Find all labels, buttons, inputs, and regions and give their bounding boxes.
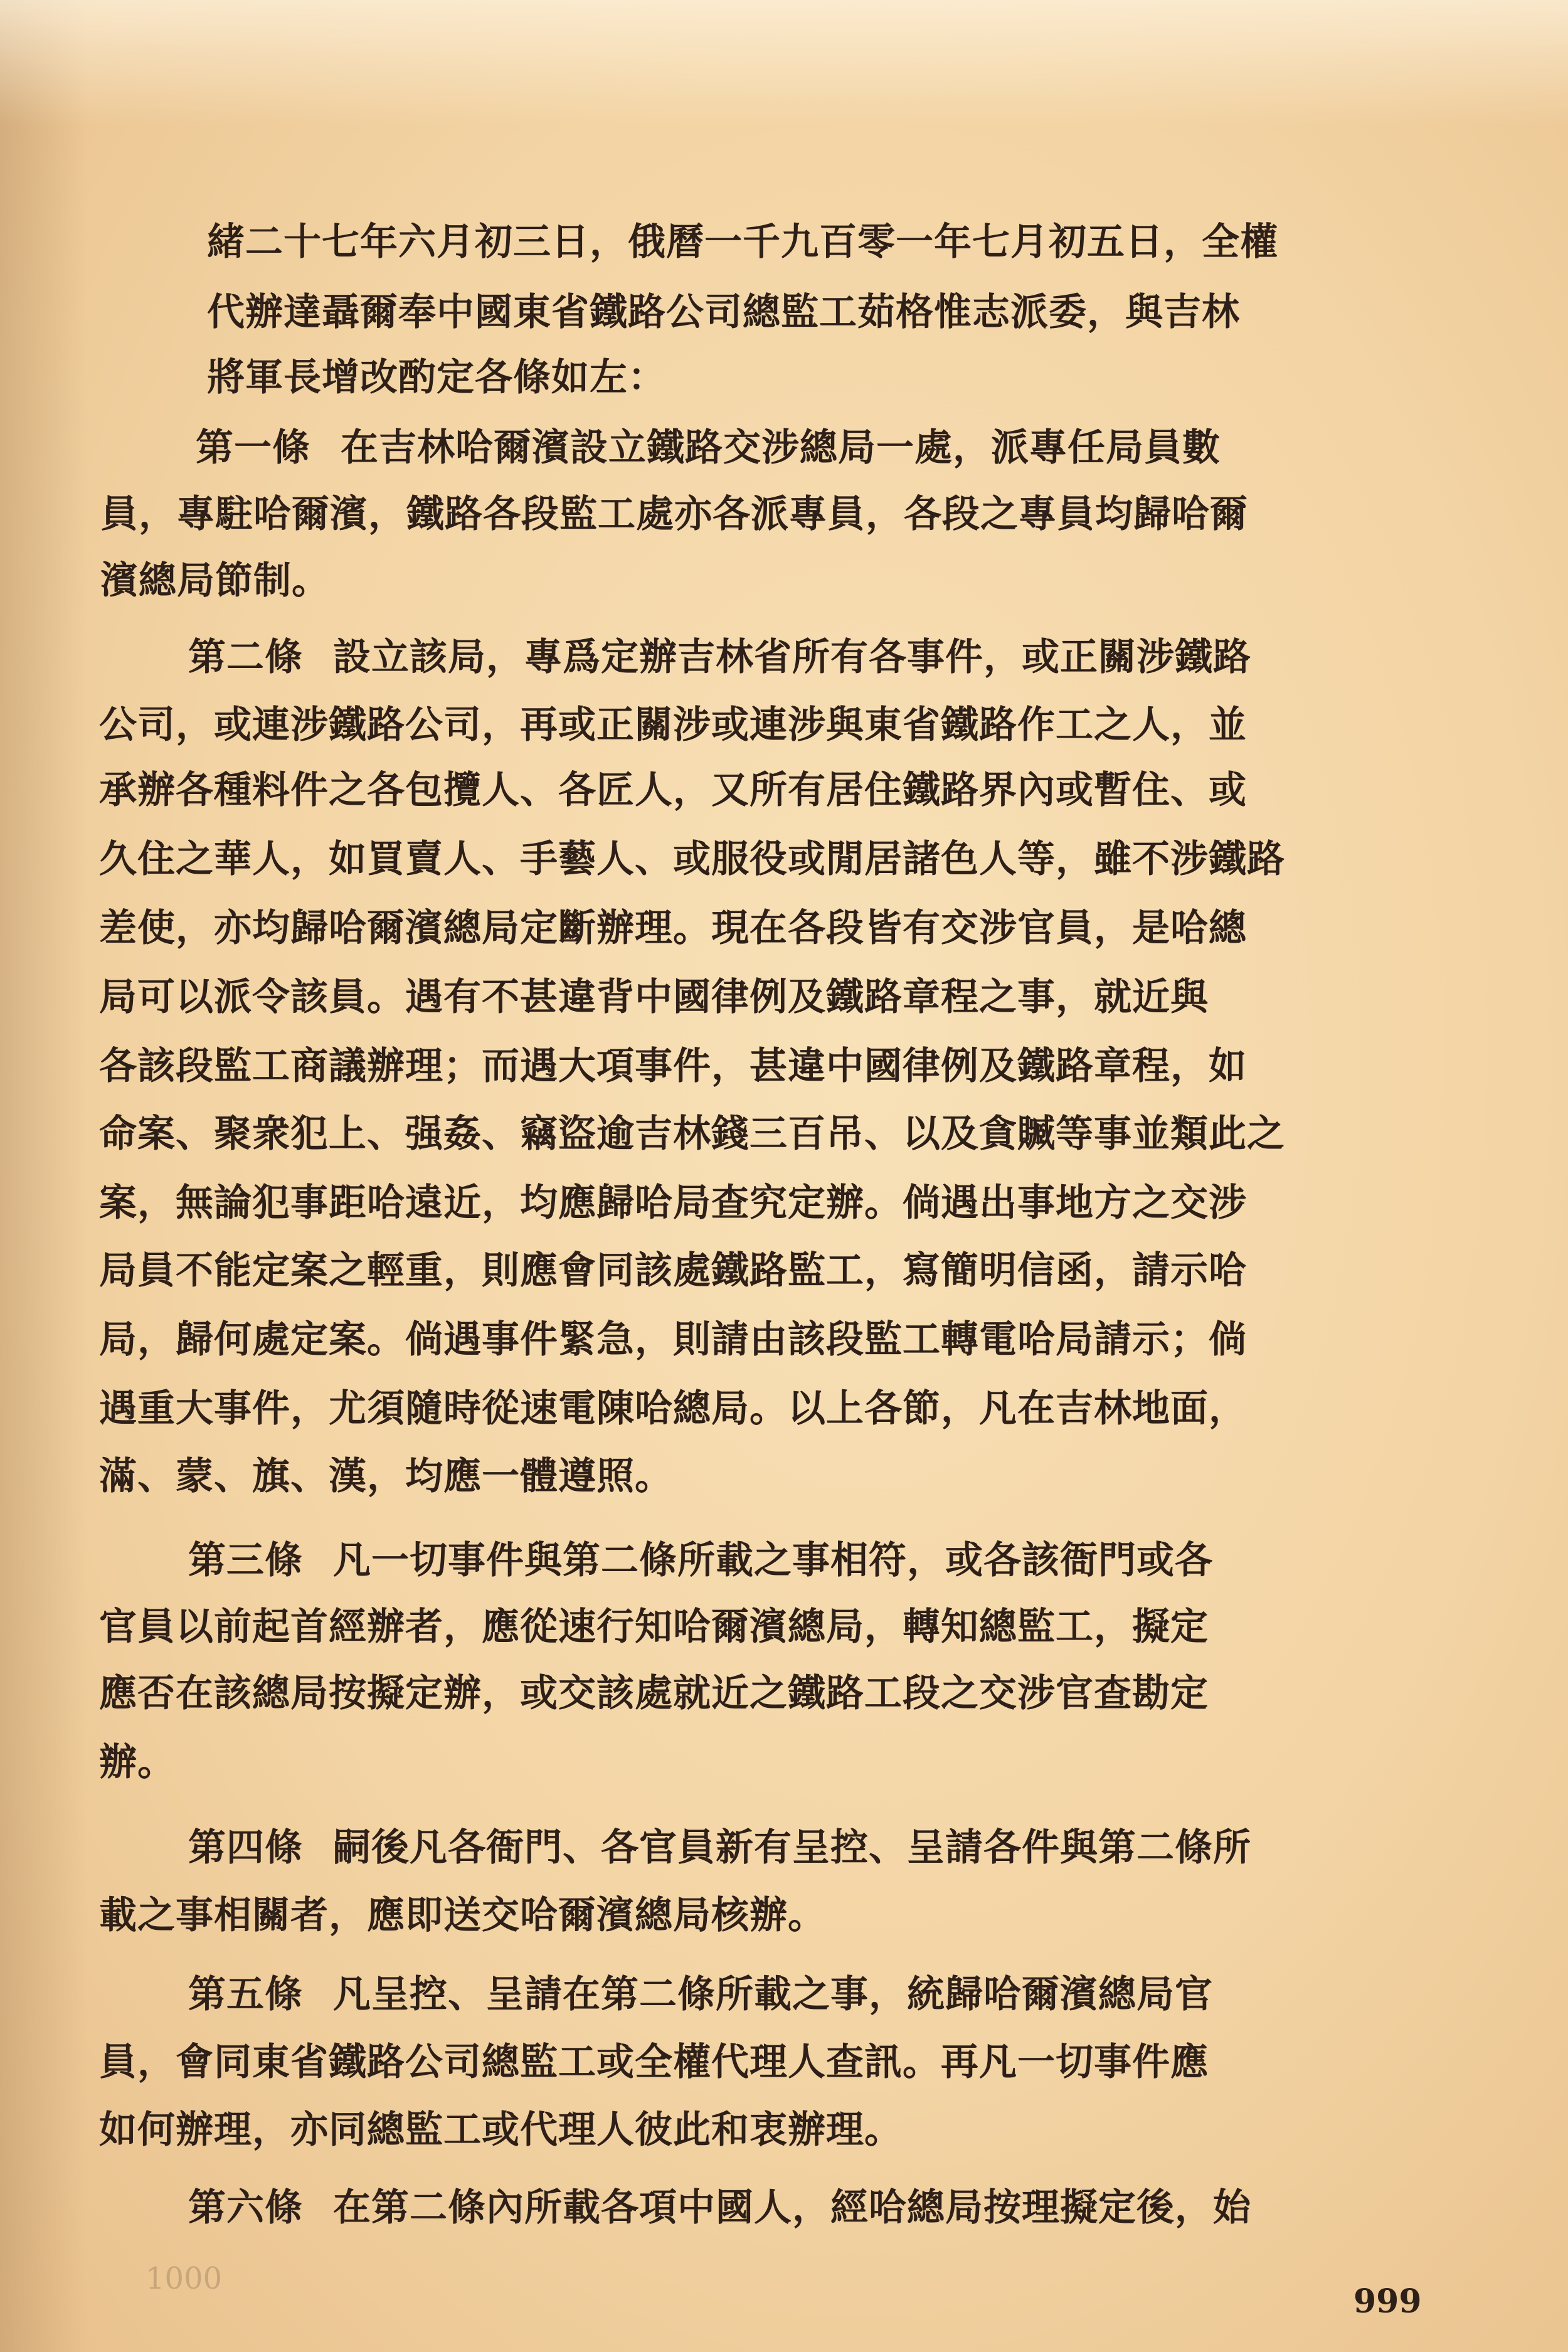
article-5-line-3: 如何辦理，亦同總監工或代理人彼此和衷辦理。 (99, 2108, 903, 2152)
article-5-text: 凡呈控、呈請在第二條所載之事，統歸哈爾濱總局官 (333, 1973, 1213, 2016)
article-2-line-3: 承辦各種料件之各包攬人、各匠人，又所有居住鐵路界內或暫住、或 (99, 768, 1247, 812)
article-3-first-line (188, 1535, 1213, 1586)
article-2-line-6: 局可以派令該員。遇有不甚違背中國律例及鐵路章程之事，就近與 (99, 975, 1209, 1019)
article-5-first-line (188, 1969, 1213, 2020)
intro-line-2: 代辦達聶爾奉中國東省鐵路公司總監工茹格惟志派委，與吉林 (207, 290, 1240, 334)
article-2-first-line (188, 632, 1251, 682)
article-2-line-12: 遇重大事件，尤須隨時從速電陳哈總局。以上各節，凡在吉林地面， (99, 1387, 1247, 1431)
article-1-label: 第一條 (196, 426, 310, 470)
page-number: 999 (1353, 2282, 1422, 2321)
article-2-label: 第二條 (188, 635, 303, 679)
article-1-line-3: 濱總局節制。 (100, 559, 330, 603)
article-2-line-7: 各該段監工商議辦理；而遇大項事件，甚違中國律例及鐵路章程，如 (99, 1044, 1247, 1088)
article-2-line-4: 久住之華人，如買賣人、手藝人、或服役或閒居諸色人等，雖不涉鐵路 (99, 837, 1285, 881)
article-4-text: 嗣後凡各衙門、各官員新有呈控、呈請各件與第二條所 (333, 1826, 1251, 1870)
article-6-label: 第六條 (188, 2186, 303, 2230)
article-6-first-line (188, 2183, 1251, 2233)
article-5-label: 第五條 (188, 1973, 303, 2016)
article-2-line-9: 案，無論犯事距哈遠近，均應歸哈局查究定辦。倘遇出事地方之交涉 (99, 1181, 1247, 1225)
article-4-label: 第四條 (188, 1826, 303, 1870)
article-2-line-8: 命案、聚衆犯上、强姦、竊盜逾吉林錢三百吊、以及貪贓等事並類此之 (99, 1112, 1285, 1156)
article-2-text: 設立該局，專爲定辦吉林省所有各事件，或正關涉鐵路 (333, 635, 1251, 679)
article-2-line-2: 公司，或連涉鐵路公司，再或正關涉或連涉與東省鐵路作工之人，並 (99, 703, 1247, 747)
article-3-line-4: 辦。 (99, 1740, 176, 1784)
article-2-line-10: 局員不能定案之輕重，則應會同該處鐵路監工，寫簡明信函，請示哈 (99, 1249, 1247, 1293)
intro-line-3: 將軍長增改酌定各條如左： (207, 356, 666, 400)
article-2-line-11: 局，歸何處定案。倘遇事件緊急，則請由該段監工轉電哈局請示；倘 (99, 1318, 1247, 1362)
article-4-first-line (188, 1823, 1251, 1873)
article-6-text: 在第二條內所載各項中國人，經哈總局按理擬定後，始 (333, 2186, 1251, 2230)
article-4-line-2: 載之事相關者，應即送交哈爾濱總局核辦。 (99, 1894, 826, 1937)
article-3-line-3: 應否在該總局按擬定辦，或交該處就近之鐵路工段之交涉官查勘定 (99, 1671, 1209, 1715)
article-5-line-2: 員，會同東省鐵路公司總監工或全權代理人查訊。再凡一切事件應 (99, 2040, 1209, 2084)
intro-line-1: 緒二十七年六月初三日，俄曆一千九百零一年七月初五日，全權 (207, 220, 1278, 264)
article-1-first-line (196, 423, 1221, 473)
article-2-line-5: 差使，亦均歸哈爾濱總局定斷辦理。現在各段皆有交涉官員，是哈總 (99, 906, 1247, 950)
article-1-text: 在吉林哈爾濱設立鐵路交涉總局一處，派專任局員數 (341, 426, 1221, 470)
bleed-through-page-number: 1000 (146, 2261, 223, 2296)
article-3-line-2: 官員以前起首經辦者，應從速行知哈爾濱總局，轉知總監工，擬定 (99, 1605, 1209, 1649)
article-2-line-13: 滿、蒙、旗、漢，均應一體遵照。 (99, 1454, 673, 1498)
article-1-line-2: 員，專駐哈爾濱，鐵路各段監工處亦各派專員，各段之專員均歸哈爾 (100, 492, 1248, 536)
article-3-label: 第三條 (188, 1539, 303, 1582)
article-3-text: 凡一切事件與第二條所載之事相符，或各該衙門或各 (333, 1539, 1213, 1582)
